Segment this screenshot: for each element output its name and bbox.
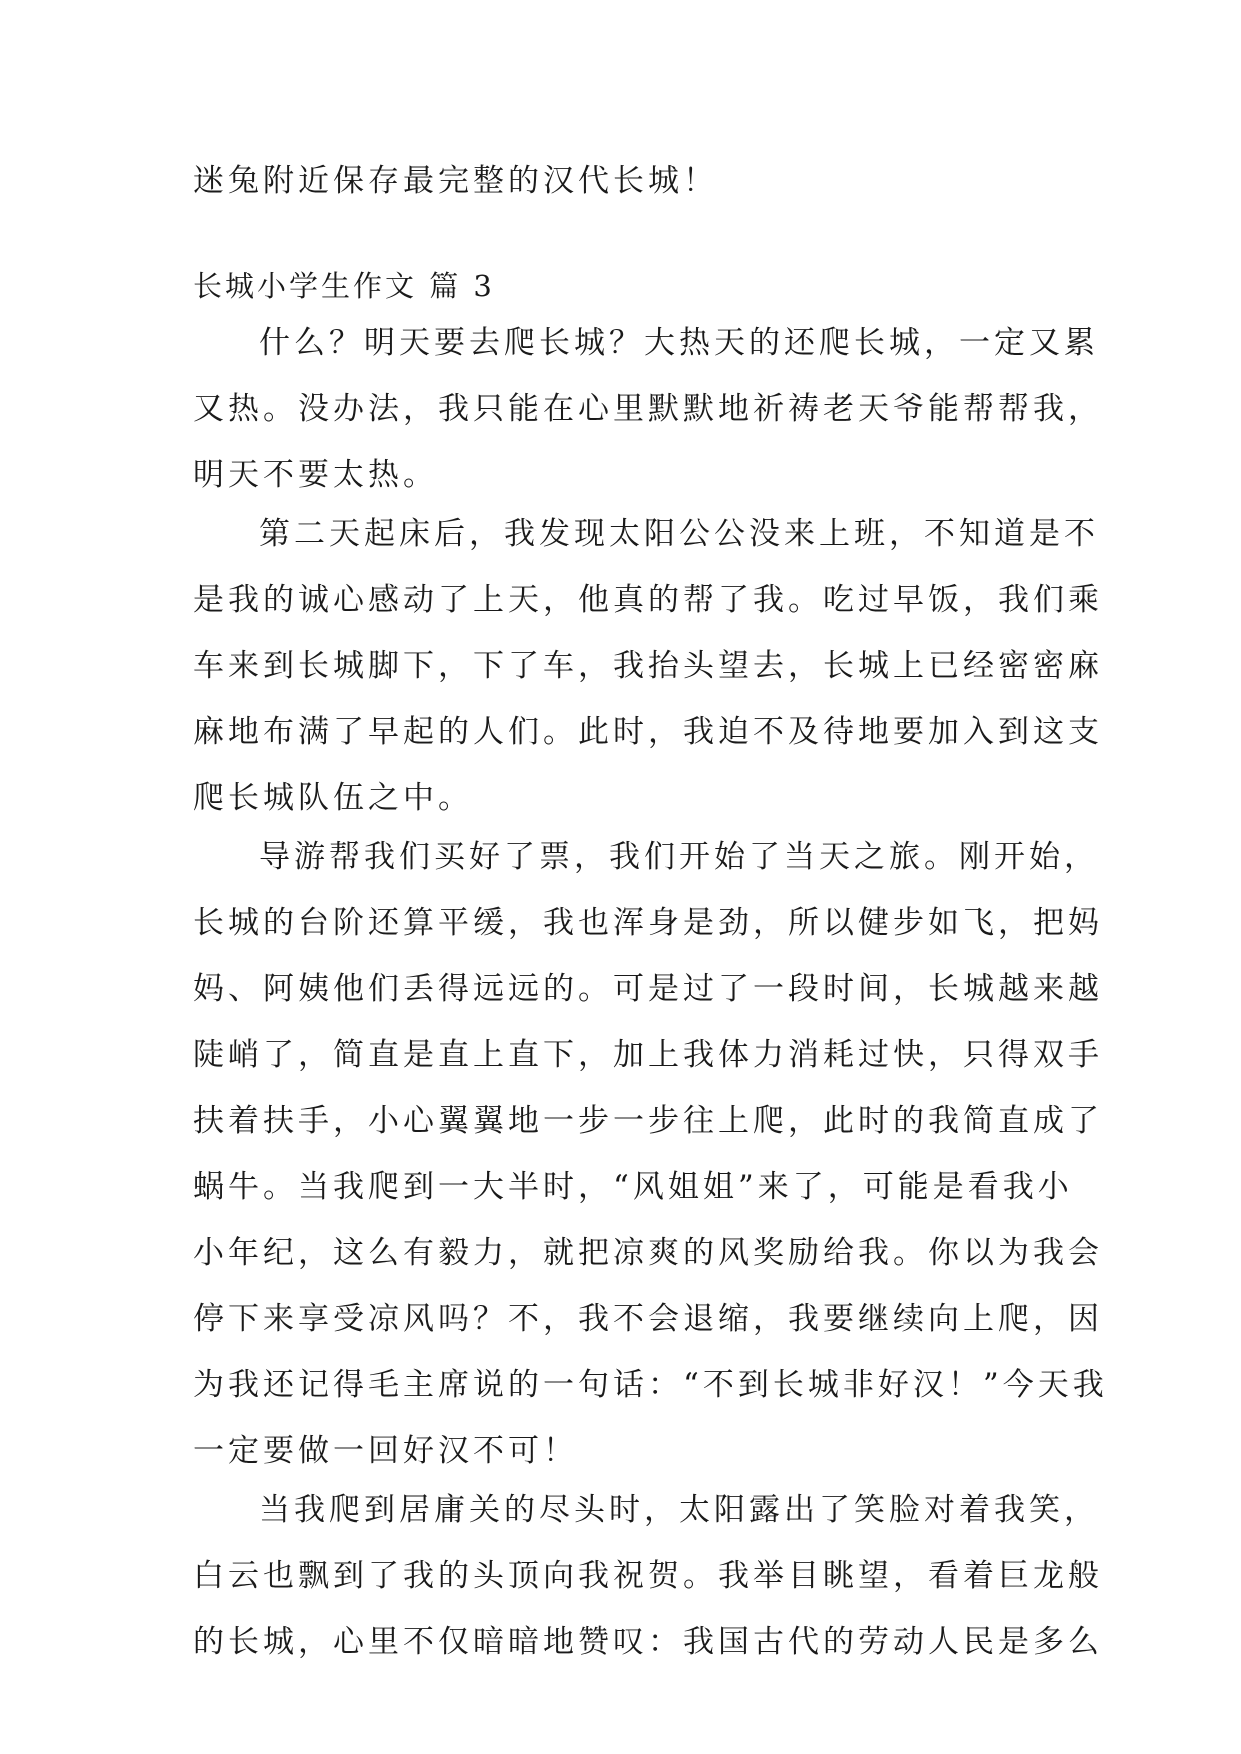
paragraph-line: 为我还记得毛主席说的一句话：“不到长城非好汉！”今天我 bbox=[193, 1367, 1108, 1403]
paragraph-line: 的长城，心里不仅暗暗地赞叹：我国古代的劳动人民是多么 bbox=[193, 1624, 1103, 1660]
paragraph-line: 蜗牛。当我爬到一大半时，“风姐姐”来了，可能是看我小 bbox=[193, 1169, 1073, 1205]
paragraph-line: 一定要做一回好汉不可！ bbox=[193, 1433, 578, 1469]
paragraph-line: 陡峭了，简直是直上直下，加上我体力消耗过快，只得双手 bbox=[193, 1037, 1103, 1073]
paragraph-line: 明天不要太热。 bbox=[193, 457, 438, 493]
paragraph-line: 又热。没办法，我只能在心里默默地祈祷老天爷能帮帮我， bbox=[193, 391, 1103, 427]
paragraph-line: 白云也飘到了我的头顶向我祝贺。我举目眺望，看着巨龙般 bbox=[193, 1558, 1103, 1594]
paragraph-1 bbox=[193, 322, 1103, 497]
paragraph-line: 第二天起床后，我发现太阳公公没来上班，不知道是不 bbox=[259, 516, 1099, 552]
paragraph-line: 什么？明天要去爬长城？大热天的还爬长城，一定又累 bbox=[259, 325, 1099, 361]
previous-section-ending: 迷兔附近保存最完整的汉代长城！ bbox=[193, 163, 718, 199]
section-title: 长城小学生作文 篇 3 bbox=[193, 269, 495, 303]
paragraph-line: 爬长城队伍之中。 bbox=[193, 780, 473, 816]
paragraph-line: 是我的诚心感动了上天，他真的帮了我。吃过早饭，我们乘 bbox=[193, 582, 1103, 618]
paragraph-line: 妈、阿姨他们丢得远远的。可是过了一段时间，长城越来越 bbox=[193, 971, 1103, 1007]
paragraph-line: 小年纪，这么有毅力，就把凉爽的风奖励给我。你以为我会 bbox=[193, 1235, 1103, 1271]
paragraph-3 bbox=[193, 836, 1108, 1473]
paragraph-2 bbox=[193, 513, 1103, 820]
paragraph-line: 停下来享受凉风吗？不，我不会退缩，我要继续向上爬，因 bbox=[193, 1301, 1103, 1337]
paragraph-4 bbox=[193, 1489, 1103, 1664]
paragraph-line: 长城的台阶还算平缓，我也浑身是劲，所以健步如飞，把妈 bbox=[193, 905, 1103, 941]
paragraph-line: 扶着扶手，小心翼翼地一步一步往上爬，此时的我简直成了 bbox=[193, 1103, 1103, 1139]
paragraph-line: 导游帮我们买好了票，我们开始了当天之旅。刚开始， bbox=[259, 839, 1099, 875]
paragraph-line: 麻地布满了早起的人们。此时，我迫不及待地要加入到这支 bbox=[193, 714, 1103, 750]
document-body bbox=[193, 160, 1108, 1680]
paragraph-line: 当我爬到居庸关的尽头时，太阳露出了笑脸对着我笑， bbox=[259, 1492, 1099, 1528]
paragraph-line: 车来到长城脚下，下了车，我抬头望去，长城上已经密密麻 bbox=[193, 648, 1103, 684]
